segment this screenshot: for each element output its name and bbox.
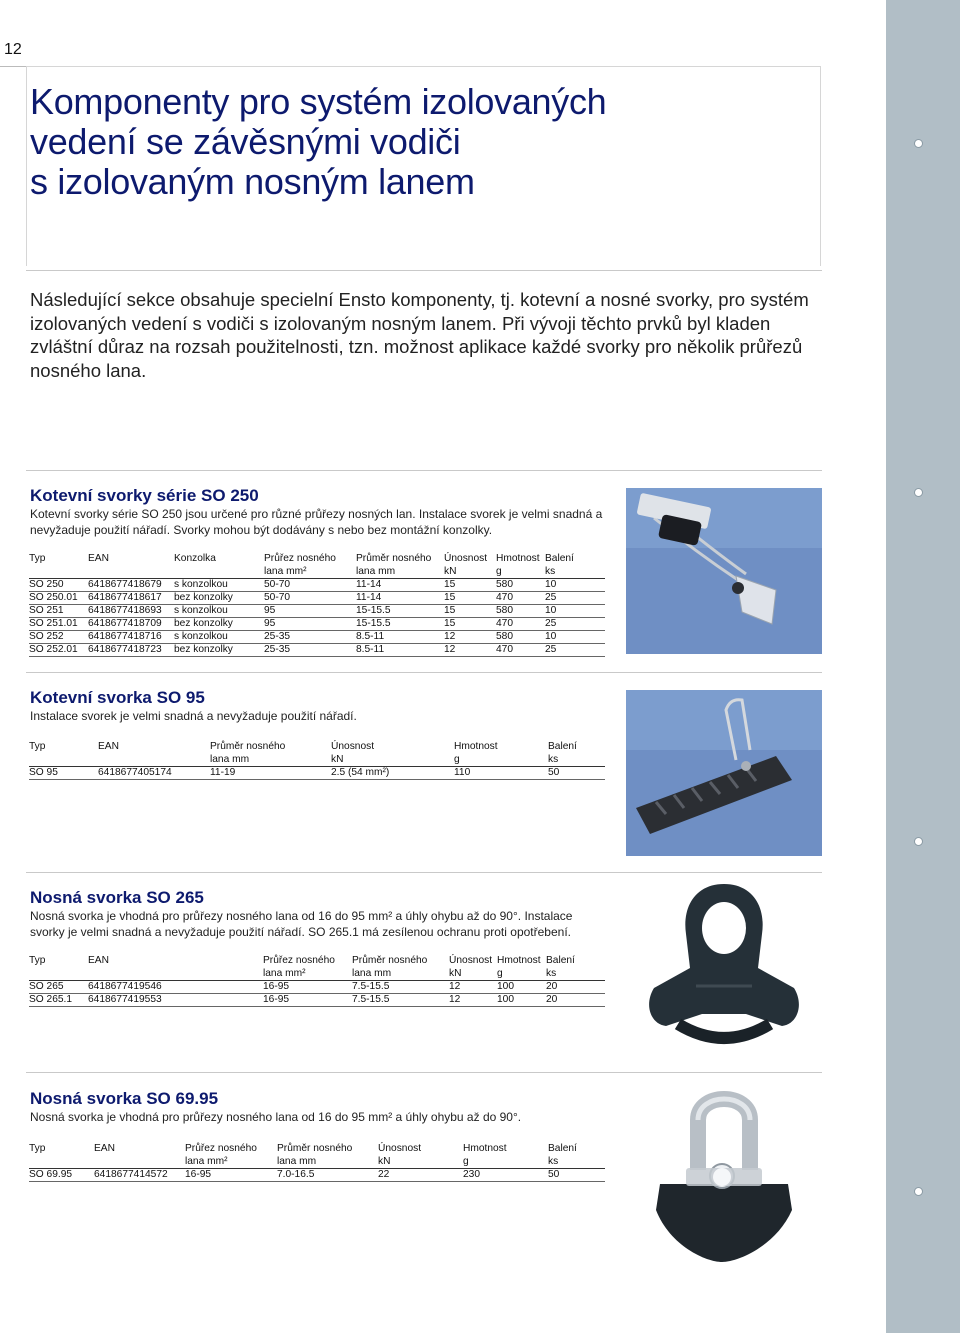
divider [26,872,822,873]
table-cell: 6418677418709 [88,618,174,631]
column-header: Typ [29,955,46,966]
column-unit: lana mm² [264,565,356,579]
table-cell: 12 [444,644,496,657]
product-photo-so265 [626,876,822,1056]
divider [26,470,822,471]
column-header: Balení [546,955,575,966]
table-cell: 8.5-11 [356,631,444,644]
column-unit [98,753,210,767]
column-header: EAN [88,955,109,966]
divider [820,66,821,266]
column-header: Průměr nosného [277,1143,353,1154]
table-cell: 7.5-15.5 [352,994,449,1007]
column-unit [29,967,88,981]
binder-hole [914,488,923,497]
table-cell: SO 251 [29,605,88,618]
column-unit [88,565,174,579]
table-cell: 12 [444,631,496,644]
spec-table [29,552,605,657]
table-cell: 6418677418679 [88,579,174,592]
column-unit [29,753,98,767]
table-cell: 100 [497,981,546,994]
section-description: Nosná svorka je vhodná pro průřezy nosného lana od 16 do 95 mm² a úhly ohybu až do 90°. Instalace svorky je velmi snadná a nevyžaduje použití nářadí. SO 265.1 má zesílenou ochranu proti opotřebení. [30,909,573,939]
table-cell: 6418677414572 [94,1169,185,1182]
table-cell: 6418677418693 [88,605,174,618]
section-heading: Kotevní svorka SO 95 [30,688,205,707]
table-cell: 20 [546,981,605,994]
column-header: Balení [548,741,577,752]
table-cell: 580 [496,579,545,592]
page-number: 12 [4,41,22,58]
column-header: EAN [88,553,109,564]
table-cell: 12 [449,981,497,994]
column-header: Únosnost [449,955,493,966]
column-unit: ks [545,565,605,579]
column-header: Únosnost [378,1143,422,1154]
column-unit: lana mm [352,967,449,981]
binder-hole [914,1187,923,1196]
column-header: Průřez nosného [264,553,336,564]
table-cell: 10 [545,605,605,618]
table-cell: SO 252 [29,631,88,644]
table-row [29,767,605,780]
table-cell: 110 [454,767,548,780]
page-title [30,82,790,202]
column-header: Průměr nosného [210,741,286,752]
table-cell: 100 [497,994,546,1007]
column-unit: kN [331,753,454,767]
table-cell: 7.5-15.5 [352,981,449,994]
table-cell: 11-14 [356,579,444,592]
table-row [29,579,605,592]
table-cell: 6418677419546 [88,981,263,994]
table-cell: 6418677418723 [88,644,174,657]
column-unit: ks [546,967,605,981]
table-cell: SO 251.01 [29,618,88,631]
column-unit: lana mm [277,1155,378,1169]
table-cell: 95 [264,605,356,618]
table-cell: 11-19 [210,767,331,780]
table-cell: 15-15.5 [356,605,444,618]
product-photo-so95 [626,690,822,856]
spec-table [29,1142,605,1182]
divider [0,66,26,67]
product-photo-so6995 [626,1080,822,1266]
column-unit [94,1155,185,1169]
table-cell: s konzolkou [174,579,264,592]
table-cell: SO 265 [29,981,88,994]
column-unit: ks [548,753,605,767]
table-cell: SO 250.01 [29,592,88,605]
section-description: Nosná svorka je vhodná pro průřezy nosného lana od 16 do 95 mm² a úhly ohybu až do 90°. [30,1110,522,1124]
table-row [29,605,605,618]
column-header: EAN [98,741,119,752]
table-row [29,618,605,631]
intro-paragraph: Následující sekce obsahuje specielní Ensto komponenty, tj. kotevní a nosné svorky, pro systém izolovaných vedení s vodiči s izolovaným nosným lanem. Při vývoji těchto prvků byl kladen zvláštní důraz na rozsah použitelnosti, tzn. možnost aplikace každé svorky pro několik průřezů nosného lana. [30,289,809,381]
column-unit: g [463,1155,548,1169]
column-header: EAN [94,1143,115,1154]
column-header: Hmotnost [496,553,540,564]
table-cell: s konzolkou [174,631,264,644]
table-cell: SO 95 [29,767,98,780]
divider [26,66,820,67]
divider [26,1072,822,1073]
table-cell: 50-70 [264,592,356,605]
table-row [29,631,605,644]
column-header: Hmotnost [454,741,498,752]
table-cell: 50 [548,1169,605,1182]
table-cell: 12 [449,994,497,1007]
column-unit: lana mm² [263,967,352,981]
table-cell: 580 [496,605,545,618]
section-description: Instalace svorek je velmi snadná a nevyžaduje použití nářadí. [30,709,357,723]
table-cell: 25-35 [264,644,356,657]
column-header: Konzolka [174,553,216,564]
section-heading: Nosná svorka SO 69.95 [30,1089,219,1108]
table-row [29,592,605,605]
column-unit [29,565,88,579]
title-line: vedení se závěsnými vodiči [30,121,461,162]
divider [26,270,822,271]
binder-hole [914,139,923,148]
table-cell: 25 [545,644,605,657]
column-unit: g [454,753,548,767]
title-line: Komponenty pro systém izolovaných [30,81,607,122]
table-cell: 22 [378,1169,463,1182]
table-cell: 470 [496,644,545,657]
table-cell: 25 [545,592,605,605]
column-header: Hmotnost [463,1143,507,1154]
column-header: Únosnost [331,741,375,752]
spec-table [29,740,605,780]
table-cell: s konzolkou [174,605,264,618]
table-cell: SO 250 [29,579,88,592]
column-header: Průřez nosného [185,1143,257,1154]
column-header: Průměr nosného [352,955,428,966]
divider [26,66,27,266]
table-cell: 50-70 [264,579,356,592]
column-unit [174,565,264,579]
column-unit: lana mm² [185,1155,277,1169]
table-cell: 15-15.5 [356,618,444,631]
table-cell: bez konzolky [174,592,264,605]
table-cell: SO 252.01 [29,644,88,657]
column-unit: ks [548,1155,605,1169]
column-header: Balení [548,1143,577,1154]
section-heading: Kotevní svorky série SO 250 [30,486,259,505]
table-cell: 50 [548,767,605,780]
column-unit: kN [444,565,496,579]
column-unit: lana mm [356,565,444,579]
divider [26,672,822,673]
section-description: Kotevní svorky série SO 250 jsou určené pro různé průřezy nosných lan. Instalace svorek je velmi snadná a nevyžaduje použití nářadí. Svorky mohou být dodávány s nebo bez montážní konzolky. [30,507,603,537]
table-cell: 470 [496,618,545,631]
table-cell: 580 [496,631,545,644]
column-unit: lana mm [210,753,331,767]
table-cell: 6418677418617 [88,592,174,605]
table-row [29,994,605,1007]
title-line: s izolovaným nosným lanem [30,161,475,202]
table-cell: SO 265.1 [29,994,88,1007]
table-cell: 6418677418716 [88,631,174,644]
table-cell: 25-35 [264,631,356,644]
table-cell: 25 [545,618,605,631]
column-header: Typ [29,1143,46,1154]
column-header: Balení [545,553,574,564]
table-cell: 95 [264,618,356,631]
table-cell: 15 [444,592,496,605]
table-cell: 6418677405174 [98,767,210,780]
column-header: Typ [29,553,46,564]
table-row [29,1169,605,1182]
binder-hole [914,837,923,846]
table-cell: 470 [496,592,545,605]
table-cell: 16-95 [263,994,352,1007]
column-header: Únosnost [444,553,488,564]
column-unit: kN [378,1155,463,1169]
column-header: Průměr nosného [356,553,432,564]
table-cell: 10 [545,579,605,592]
table-cell: 6418677419553 [88,994,263,1007]
table-cell: 15 [444,605,496,618]
table-cell: 7.0-16.5 [277,1169,378,1182]
table-cell: 2.5 (54 mm²) [331,767,454,780]
table-cell: bez konzolky [174,644,264,657]
table-cell: bez konzolky [174,618,264,631]
spec-table [29,954,605,1007]
product-photo-so250 [626,488,822,654]
binder-margin [886,0,960,1333]
column-unit [29,1155,94,1169]
table-cell: 15 [444,618,496,631]
table-cell: SO 69.95 [29,1169,94,1182]
table-cell: 20 [546,994,605,1007]
table-cell: 15 [444,579,496,592]
column-unit: g [496,565,545,579]
table-cell: 230 [463,1169,548,1182]
table-cell: 8.5-11 [356,644,444,657]
table-row [29,644,605,657]
table-cell: 11-14 [356,592,444,605]
table-cell: 16-95 [263,981,352,994]
column-unit: kN [449,967,497,981]
table-cell: 16-95 [185,1169,277,1182]
table-row [29,981,605,994]
section-heading: Nosná svorka SO 265 [30,888,204,907]
column-header: Průřez nosného [263,955,335,966]
table-cell: 10 [545,631,605,644]
column-unit [88,967,263,981]
column-unit: g [497,967,546,981]
column-header: Hmotnost [497,955,541,966]
column-header: Typ [29,741,46,752]
